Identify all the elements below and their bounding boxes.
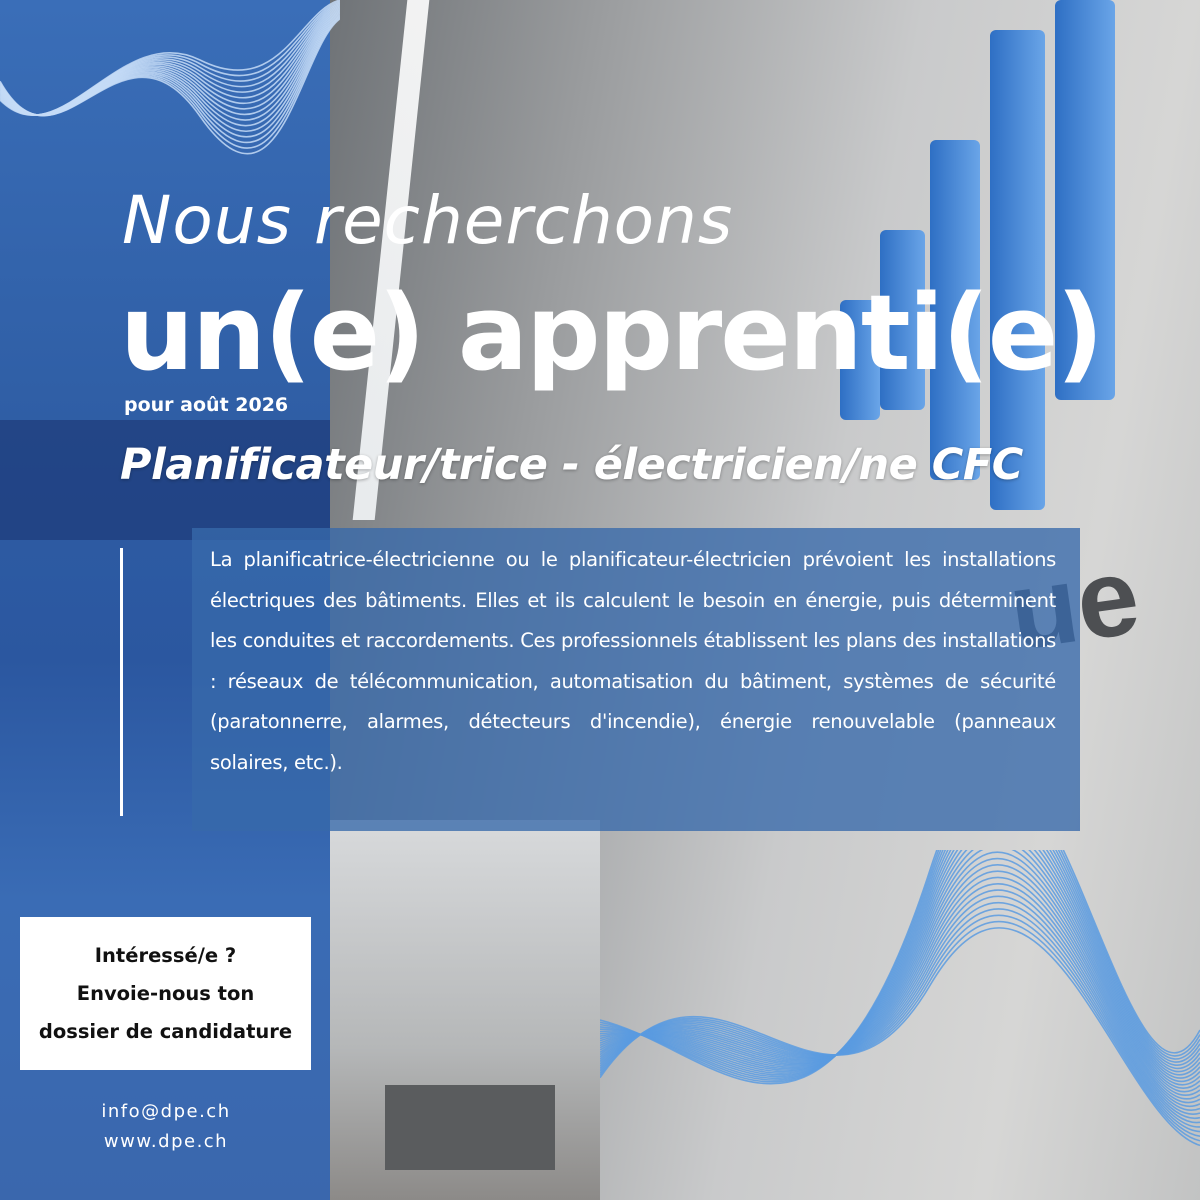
start-date: pour août 2026: [124, 394, 289, 416]
job-title: Planificateur/trice - électricien/ne CFC: [120, 440, 1023, 490]
floor-mat: [385, 1085, 555, 1170]
contact-website[interactable]: www.dpe.ch: [103, 1131, 229, 1152]
wave-decoration-top: [0, 0, 340, 200]
headline-line2: un(e) apprenti(e): [120, 272, 1102, 394]
cta-line3: dossier de candidature: [38, 1019, 293, 1043]
description-box: [192, 528, 1080, 831]
contact-email[interactable]: info@dpe.ch: [101, 1101, 231, 1122]
description-text: La planificatrice-électricienne ou le planificateur-électricien prévoient les installations électriques des bâtiments. Elles et ils calculent le besoin en énergie, puis déterminent les conduites et raccordements. Ces professionnels établissent les plans des installations : réseaux de télécommunication, automatisation du bâtiment, systèmes de sécurité (paratonnerre, alarmes, détecteurs d'incendie), énergie renouvelable (panneaux solaires, etc.).: [210, 548, 1056, 774]
wave-line: [0, 4, 340, 115]
wave-decoration-bottom: [600, 850, 1200, 1200]
accent-line: [120, 548, 123, 816]
cta-line1: Intéressé/e ?: [94, 943, 237, 967]
headline-line1: Nous recherchons: [122, 182, 734, 259]
cta-line2: Envoie-nous ton: [76, 981, 255, 1005]
cta-box: [20, 917, 311, 1070]
